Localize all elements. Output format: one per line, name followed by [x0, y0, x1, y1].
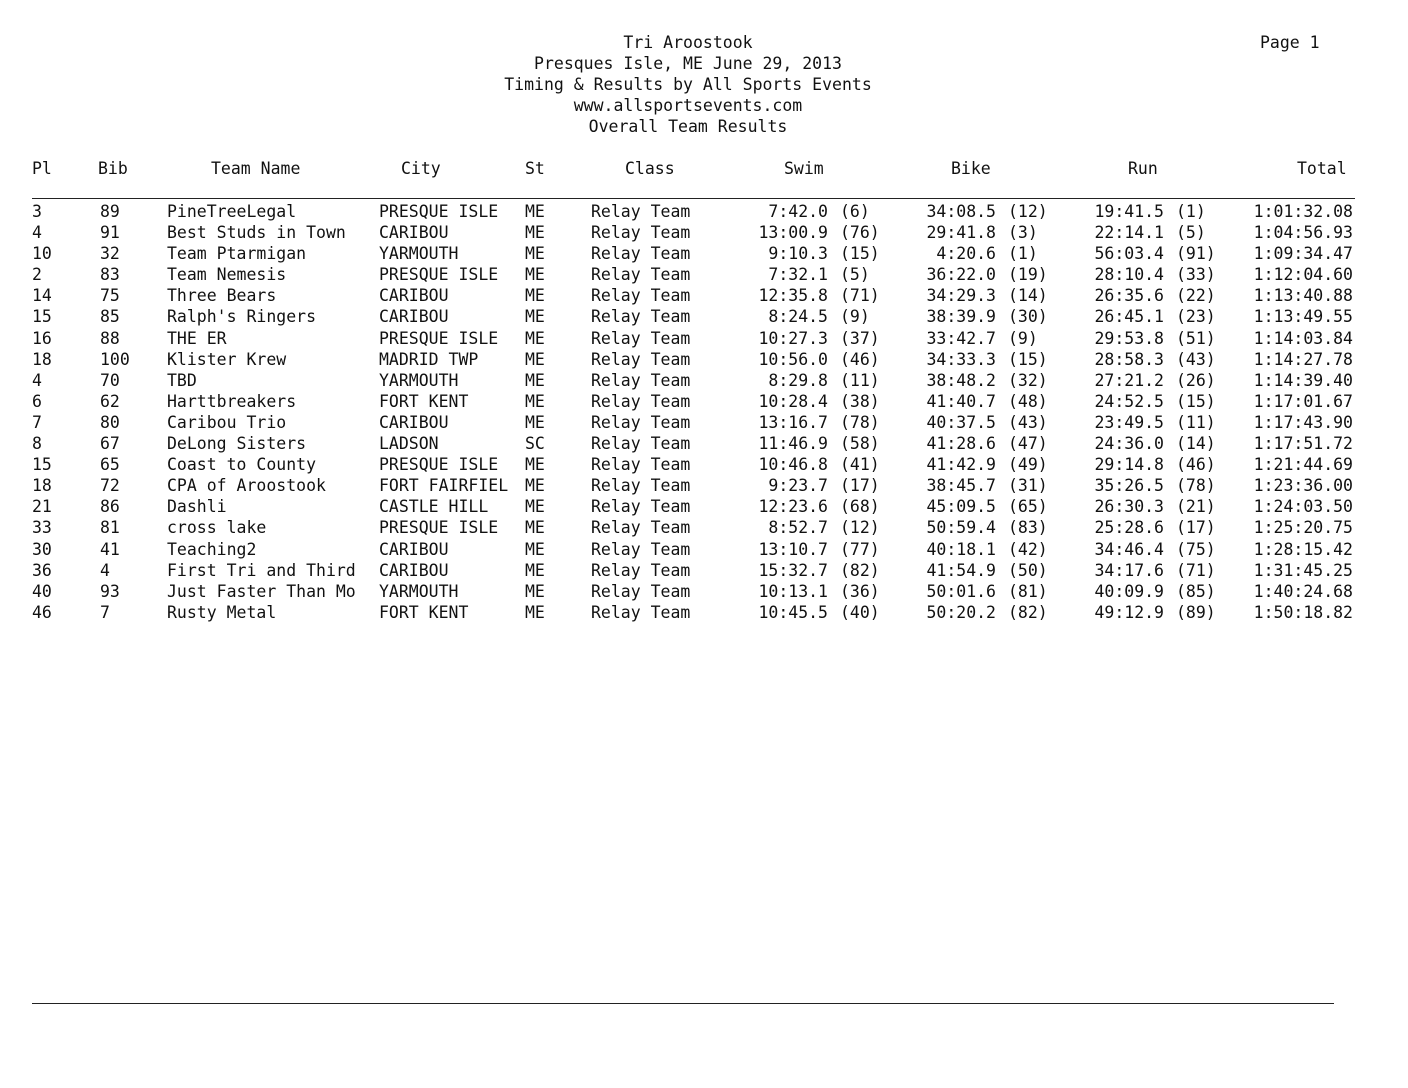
cell-bike-rank: (50) [1008, 560, 1048, 580]
cell-swim-rank: (82) [840, 560, 880, 580]
cell-run-rank: (26) [1176, 370, 1216, 390]
cell-bib: 100 [100, 349, 130, 369]
cell-pl: 36 [32, 560, 52, 580]
cell-bib: 89 [100, 202, 120, 221]
cell-pl: 46 [32, 602, 52, 622]
cell-bib: 4 [100, 560, 110, 580]
cell-class: Relay Team [591, 328, 691, 348]
table-row [0, 560, 1408, 581]
cell-team: First Tri and Third [167, 560, 356, 580]
cell-run-rank: (85) [1176, 581, 1216, 601]
cell-city: PRESQUE ISLE [379, 202, 499, 221]
cell-class: Relay Team [591, 286, 691, 306]
cell-st: ME [525, 412, 545, 432]
cell-total: 1:01:32.08 [1253, 202, 1353, 221]
cell-pl: 15 [32, 307, 52, 327]
cell-bike-rank: (49) [1008, 455, 1048, 475]
cell-swim-rank: (76) [840, 223, 880, 243]
cell-swim-rank: (6) [840, 202, 870, 221]
col-header-total: Total [1297, 159, 1347, 178]
cell-total: 1:14:03.84 [1253, 328, 1353, 348]
cell-team: Just Faster Than Mo [167, 581, 356, 601]
cell-class: Relay Team [591, 265, 691, 285]
cell-pl: 40 [32, 581, 52, 601]
cell-city: CARIBOU [379, 412, 449, 432]
cell-swim: 13:16.7 [758, 412, 828, 432]
cell-bike-rank: (14) [1008, 286, 1048, 306]
cell-class: Relay Team [591, 244, 691, 264]
cell-class: Relay Team [591, 518, 691, 538]
table-row [0, 285, 1408, 306]
cell-run-rank: (78) [1176, 476, 1216, 496]
cell-city: PRESQUE ISLE [379, 328, 499, 348]
cell-team: Coast to County [167, 455, 317, 475]
cell-class: Relay Team [591, 370, 691, 390]
cell-bike-rank: (42) [1008, 539, 1048, 559]
cell-bike-rank: (48) [1008, 391, 1048, 411]
cell-class: Relay Team [591, 391, 691, 411]
cell-bib: 67 [100, 434, 120, 454]
cell-class: Relay Team [591, 539, 691, 559]
cell-run-rank: (71) [1176, 560, 1216, 580]
cell-bike: 41:40.7 [926, 391, 996, 411]
cell-city: YARMOUTH [379, 370, 459, 390]
cell-total: 1:28:15.42 [1253, 539, 1353, 559]
cell-run-rank: (11) [1176, 412, 1216, 432]
cell-team: Team Ptarmigan [167, 244, 307, 264]
cell-run-rank: (23) [1176, 307, 1216, 327]
table-row [0, 496, 1408, 517]
cell-bib: 83 [100, 265, 120, 285]
col-header-team: Team Name [211, 159, 301, 178]
cell-city: PRESQUE ISLE [379, 265, 499, 285]
cell-swim-rank: (58) [840, 434, 880, 454]
cell-swim: 9:10.3 [768, 244, 828, 264]
cell-bib: 80 [100, 412, 120, 432]
cell-st: SC [525, 434, 545, 454]
cell-bike: 40:18.1 [926, 539, 996, 559]
cell-run: 24:36.0 [1094, 434, 1164, 454]
cell-pl: 6 [32, 391, 42, 411]
cell-swim: 12:35.8 [758, 286, 828, 306]
cell-bib: 91 [100, 223, 120, 243]
event-location-date: Presques Isle, ME June 29, 2013 [534, 54, 842, 73]
cell-bib: 32 [100, 244, 120, 264]
cell-st: ME [525, 602, 545, 622]
table-row [0, 412, 1408, 433]
cell-total: 1:14:39.40 [1253, 370, 1353, 390]
cell-bike-rank: (43) [1008, 412, 1048, 432]
cell-pl: 4 [32, 223, 42, 243]
cell-class: Relay Team [591, 434, 691, 454]
cell-pl: 4 [32, 370, 42, 390]
cell-class: Relay Team [591, 412, 691, 432]
cell-bike: 50:20.2 [926, 602, 996, 622]
cell-total: 1:21:44.69 [1253, 455, 1353, 475]
website: www.allsportsevents.com [573, 96, 803, 115]
cell-swim: 10:13.1 [758, 581, 828, 601]
cell-pl: 7 [32, 412, 42, 432]
table-row [0, 328, 1408, 349]
cell-team: PineTreeLegal [167, 202, 297, 221]
cell-bike: 41:54.9 [926, 560, 996, 580]
cell-bib: 86 [100, 497, 120, 517]
cell-bib: 93 [100, 581, 120, 601]
cell-st: ME [525, 581, 545, 601]
cell-bike: 45:09.5 [926, 497, 996, 517]
cell-total: 1:24:03.50 [1253, 497, 1353, 517]
cell-bike: 41:28.6 [926, 434, 996, 454]
cell-pl: 33 [32, 518, 52, 538]
cell-bike: 40:37.5 [926, 412, 996, 432]
cell-swim: 10:28.4 [758, 391, 828, 411]
cell-city: PRESQUE ISLE [379, 518, 499, 538]
cell-class: Relay Team [591, 202, 691, 221]
cell-bike-rank: (81) [1008, 581, 1048, 601]
cell-swim: 10:56.0 [758, 349, 828, 369]
cell-total: 1:50:18.82 [1253, 602, 1353, 622]
cell-st: ME [525, 455, 545, 475]
cell-st: ME [525, 560, 545, 580]
cell-bike: 50:59.4 [926, 518, 996, 538]
cell-total: 1:25:20.75 [1253, 518, 1353, 538]
header-divider [32, 198, 1355, 199]
cell-swim: 9:23.7 [768, 476, 828, 496]
cell-run: 29:14.8 [1094, 455, 1164, 475]
cell-team: TBD [167, 370, 197, 390]
cell-swim-rank: (38) [840, 391, 880, 411]
cell-total: 1:17:01.67 [1253, 391, 1353, 411]
cell-run: 29:53.8 [1094, 328, 1164, 348]
cell-st: ME [525, 286, 545, 306]
cell-class: Relay Team [591, 497, 691, 517]
cell-run: 25:28.6 [1094, 518, 1164, 538]
cell-swim-rank: (9) [840, 307, 870, 327]
cell-bike-rank: (31) [1008, 476, 1048, 496]
cell-swim-rank: (46) [840, 349, 880, 369]
cell-st: ME [525, 202, 545, 221]
cell-swim: 15:32.7 [758, 560, 828, 580]
cell-pl: 18 [32, 349, 52, 369]
cell-swim-rank: (41) [840, 455, 880, 475]
cell-st: ME [525, 476, 545, 496]
cell-team: Teaching2 [167, 539, 257, 559]
cell-run-rank: (15) [1176, 391, 1216, 411]
cell-pl: 10 [32, 244, 52, 264]
cell-pl: 14 [32, 286, 52, 306]
cell-run: 23:49.5 [1094, 412, 1164, 432]
cell-city: CARIBOU [379, 286, 449, 306]
cell-swim: 10:46.8 [758, 455, 828, 475]
cell-total: 1:23:36.00 [1253, 476, 1353, 496]
cell-bike-rank: (65) [1008, 497, 1048, 517]
cell-bike: 33:42.7 [926, 328, 996, 348]
cell-class: Relay Team [591, 602, 691, 622]
cell-bib: 88 [100, 328, 120, 348]
cell-pl: 15 [32, 455, 52, 475]
cell-city: FORT KENT [379, 391, 469, 411]
timing-credit: Timing & Results by All Sports Events [504, 75, 872, 94]
cell-bike-rank: (83) [1008, 518, 1048, 538]
cell-swim: 7:42.0 [768, 202, 828, 221]
col-header-pl: Pl [32, 159, 52, 178]
cell-bike-rank: (15) [1008, 349, 1048, 369]
cell-run-rank: (17) [1176, 518, 1216, 538]
cell-bike-rank: (47) [1008, 434, 1048, 454]
cell-run-rank: (21) [1176, 497, 1216, 517]
page-number: Page 1 [1260, 33, 1320, 52]
cell-run: 22:14.1 [1094, 223, 1164, 243]
cell-bib: 62 [100, 391, 120, 411]
cell-run: 26:30.3 [1094, 497, 1164, 517]
cell-run: 19:41.5 [1094, 202, 1164, 221]
cell-city: CARIBOU [379, 560, 449, 580]
cell-pl: 18 [32, 476, 52, 496]
cell-run-rank: (46) [1176, 455, 1216, 475]
table-row [0, 349, 1408, 370]
cell-class: Relay Team [591, 307, 691, 327]
cell-run-rank: (75) [1176, 539, 1216, 559]
event-title: Tri Aroostook [623, 33, 753, 52]
cell-run-rank: (14) [1176, 434, 1216, 454]
cell-run: 28:58.3 [1094, 349, 1164, 369]
cell-city: CASTLE HILL [379, 497, 489, 517]
cell-swim: 11:46.9 [758, 434, 828, 454]
cell-st: ME [525, 370, 545, 390]
cell-run: 27:21.2 [1094, 370, 1164, 390]
table-row [0, 475, 1408, 496]
cell-swim-rank: (40) [840, 602, 880, 622]
cell-bike-rank: (30) [1008, 307, 1048, 327]
cell-class: Relay Team [591, 560, 691, 580]
cell-st: ME [525, 391, 545, 411]
cell-bike: 4:20.6 [936, 244, 996, 264]
cell-team: CPA of Aroostook [167, 476, 326, 496]
cell-bib: 81 [100, 518, 120, 538]
cell-total: 1:04:56.93 [1253, 223, 1353, 243]
cell-swim-rank: (37) [840, 328, 880, 348]
cell-pl: 16 [32, 328, 52, 348]
cell-run: 49:12.9 [1094, 602, 1164, 622]
cell-st: ME [525, 265, 545, 285]
cell-bike-rank: (19) [1008, 265, 1048, 285]
cell-team: THE ER [167, 328, 227, 348]
table-row [0, 539, 1408, 560]
cell-total: 1:40:24.68 [1253, 581, 1353, 601]
cell-st: ME [525, 244, 545, 264]
cell-run: 35:26.5 [1094, 476, 1164, 496]
cell-st: ME [525, 223, 545, 243]
cell-city: FORT KENT [379, 602, 469, 622]
cell-st: ME [525, 497, 545, 517]
cell-swim-rank: (77) [840, 539, 880, 559]
cell-bike: 36:22.0 [926, 265, 996, 285]
report-title: Overall Team Results [588, 117, 788, 136]
table-row [0, 454, 1408, 475]
cell-st: ME [525, 349, 545, 369]
cell-bib: 85 [100, 307, 120, 327]
cell-bike-rank: (12) [1008, 202, 1048, 221]
cell-class: Relay Team [591, 476, 691, 496]
cell-team: Three Bears [167, 286, 277, 306]
cell-swim: 8:29.8 [768, 370, 828, 390]
cell-pl: 3 [32, 202, 42, 221]
cell-total: 1:09:34.47 [1253, 244, 1353, 264]
table-row [0, 370, 1408, 391]
cell-city: CARIBOU [379, 307, 449, 327]
col-header-run: Run [1128, 159, 1158, 178]
cell-swim-rank: (68) [840, 497, 880, 517]
cell-st: ME [525, 328, 545, 348]
results-table [0, 201, 1408, 623]
cell-st: ME [525, 539, 545, 559]
cell-team: Caribou Trio [167, 412, 287, 432]
cell-team: Best Studs in Town [167, 223, 346, 243]
cell-team: Team Nemesis [167, 265, 287, 285]
cell-swim: 8:52.7 [768, 518, 828, 538]
cell-bike: 34:08.5 [926, 202, 996, 221]
cell-bib: 70 [100, 370, 120, 390]
cell-bib: 41 [100, 539, 120, 559]
cell-st: ME [525, 307, 545, 327]
cell-swim: 10:27.3 [758, 328, 828, 348]
cell-run: 40:09.9 [1094, 581, 1164, 601]
cell-run: 24:52.5 [1094, 391, 1164, 411]
cell-bike-rank: (32) [1008, 370, 1048, 390]
col-header-class: Class [625, 159, 675, 178]
cell-pl: 30 [32, 539, 52, 559]
cell-swim: 7:32.1 [768, 265, 828, 285]
cell-city: FORT FAIRFIEL [379, 476, 509, 496]
cell-swim-rank: (12) [840, 518, 880, 538]
cell-swim-rank: (5) [840, 265, 870, 285]
table-row [0, 222, 1408, 243]
cell-total: 1:12:04.60 [1253, 265, 1353, 285]
cell-total: 1:17:51.72 [1253, 434, 1353, 454]
cell-total: 1:13:40.88 [1253, 286, 1353, 306]
cell-total: 1:14:27.78 [1253, 349, 1353, 369]
cell-run-rank: (43) [1176, 349, 1216, 369]
cell-bib: 65 [100, 455, 120, 475]
cell-total: 1:13:49.55 [1253, 307, 1353, 327]
cell-run-rank: (91) [1176, 244, 1216, 264]
cell-swim-rank: (17) [840, 476, 880, 496]
cell-team: Ralph's Ringers [167, 307, 317, 327]
cell-bib: 72 [100, 476, 120, 496]
cell-city: YARMOUTH [379, 581, 459, 601]
cell-class: Relay Team [591, 349, 691, 369]
table-row [0, 602, 1408, 623]
cell-bike: 29:41.8 [926, 223, 996, 243]
col-header-st: St [525, 159, 545, 178]
cell-run: 26:35.6 [1094, 286, 1164, 306]
cell-bib: 75 [100, 286, 120, 306]
col-header-bib: Bib [98, 159, 128, 178]
cell-bike: 38:45.7 [926, 476, 996, 496]
cell-class: Relay Team [591, 223, 691, 243]
cell-team: Klister Krew [167, 349, 287, 369]
cell-bike-rank: (3) [1008, 223, 1038, 243]
cell-swim: 10:45.5 [758, 602, 828, 622]
cell-city: YARMOUTH [379, 244, 459, 264]
cell-swim-rank: (11) [840, 370, 880, 390]
cell-city: CARIBOU [379, 539, 449, 559]
cell-class: Relay Team [591, 581, 691, 601]
cell-run-rank: (5) [1176, 223, 1206, 243]
table-row [0, 201, 1408, 222]
cell-team: Harttbreakers [167, 391, 297, 411]
cell-bike-rank: (82) [1008, 602, 1048, 622]
cell-run-rank: (22) [1176, 286, 1216, 306]
cell-city: PRESQUE ISLE [379, 455, 499, 475]
cell-bike: 34:33.3 [926, 349, 996, 369]
cell-total: 1:31:45.25 [1253, 560, 1353, 580]
col-header-bike: Bike [951, 159, 991, 178]
col-header-swim: Swim [784, 159, 824, 178]
cell-team: cross lake [167, 518, 267, 538]
cell-city: MADRID TWP [379, 349, 479, 369]
cell-swim-rank: (15) [840, 244, 880, 264]
cell-swim: 8:24.5 [768, 307, 828, 327]
cell-swim: 12:23.6 [758, 497, 828, 517]
cell-team: Rusty Metal [167, 602, 277, 622]
cell-pl: 21 [32, 497, 52, 517]
cell-run-rank: (89) [1176, 602, 1216, 622]
cell-swim: 13:00.9 [758, 223, 828, 243]
cell-team: Dashli [167, 497, 227, 517]
footer-divider [32, 1003, 1334, 1004]
cell-swim-rank: (71) [840, 286, 880, 306]
cell-city: CARIBOU [379, 223, 449, 243]
cell-run: 34:17.6 [1094, 560, 1164, 580]
cell-run: 28:10.4 [1094, 265, 1164, 285]
cell-pl: 8 [32, 434, 42, 454]
table-row [0, 581, 1408, 602]
cell-bike: 38:48.2 [926, 370, 996, 390]
table-row [0, 517, 1408, 538]
cell-bike: 34:29.3 [926, 286, 996, 306]
col-header-city: City [401, 159, 441, 178]
table-row [0, 433, 1408, 454]
cell-city: LADSON [379, 434, 439, 454]
cell-st: ME [525, 518, 545, 538]
table-row [0, 306, 1408, 327]
cell-bike: 50:01.6 [926, 581, 996, 601]
cell-bib: 7 [100, 602, 110, 622]
cell-run-rank: (33) [1176, 265, 1216, 285]
cell-team: DeLong Sisters [167, 434, 307, 454]
table-row [0, 391, 1408, 412]
table-row [0, 243, 1408, 264]
cell-run: 34:46.4 [1094, 539, 1164, 559]
cell-run-rank: (51) [1176, 328, 1216, 348]
cell-run: 56:03.4 [1094, 244, 1164, 264]
cell-swim: 13:10.7 [758, 539, 828, 559]
cell-bike-rank: (1) [1008, 244, 1038, 264]
cell-bike: 41:42.9 [926, 455, 996, 475]
cell-pl: 2 [32, 265, 42, 285]
cell-class: Relay Team [591, 455, 691, 475]
table-row [0, 264, 1408, 285]
cell-total: 1:17:43.90 [1253, 412, 1353, 432]
cell-run: 26:45.1 [1094, 307, 1164, 327]
cell-bike-rank: (9) [1008, 328, 1038, 348]
cell-bike: 38:39.9 [926, 307, 996, 327]
cell-run-rank: (1) [1176, 202, 1206, 221]
cell-swim-rank: (36) [840, 581, 880, 601]
cell-swim-rank: (78) [840, 412, 880, 432]
